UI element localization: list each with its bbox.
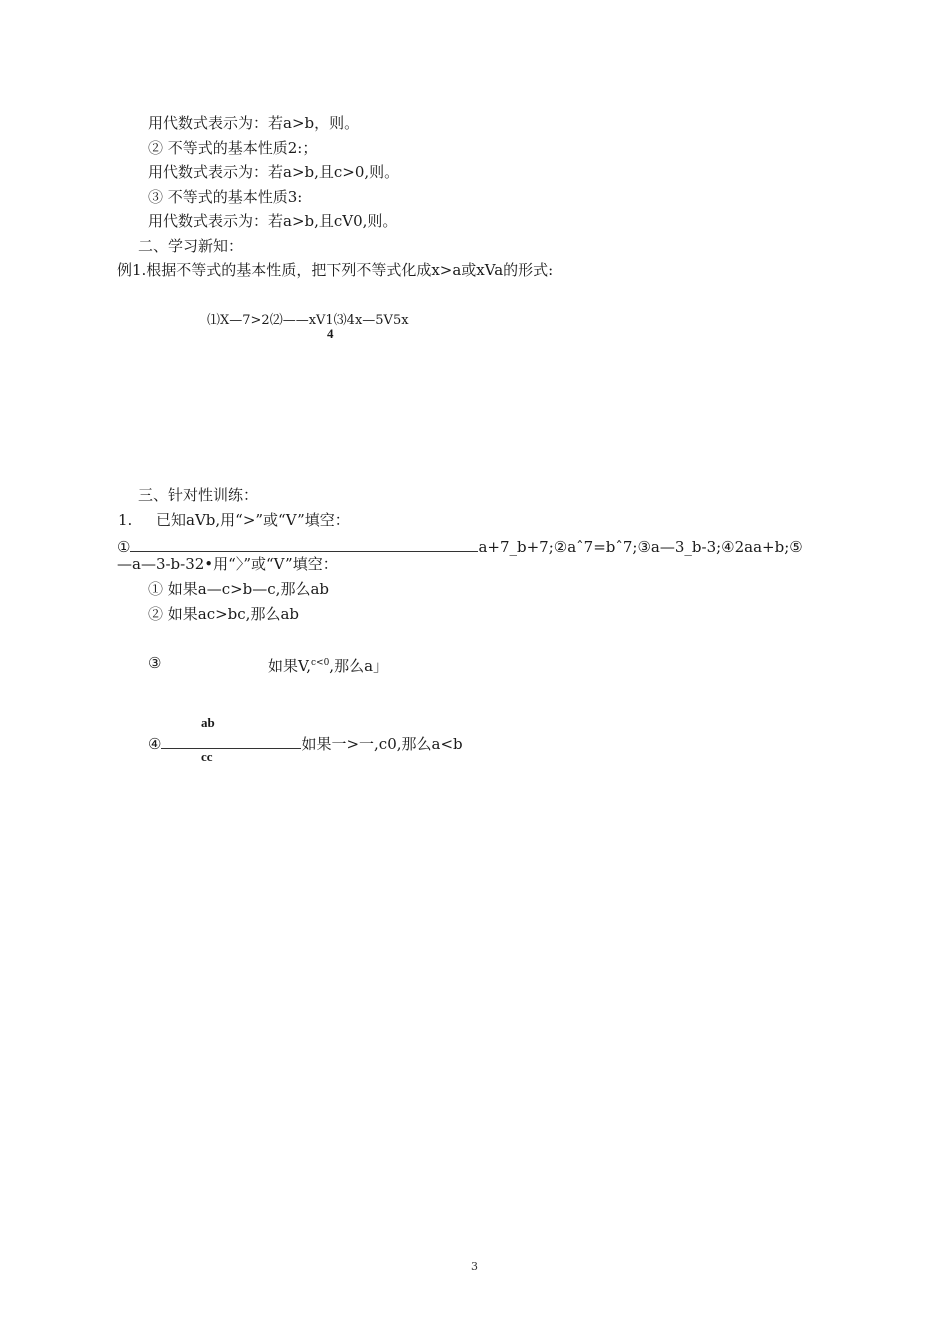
item-line (268, 653, 388, 676)
row-text: a+7_b+7;②aˆ7=bˆ7;③a—3_b-3;④2aa+b;⑤ (478, 538, 803, 556)
formula-line: ⑴X—7>2⑵——xV1⑶4x—5V5x (207, 313, 409, 328)
item-line: ② 如果ac>bc,那么ab (148, 605, 299, 623)
item-line: ① 如果a—c>b—c,那么ab (148, 580, 329, 598)
question-number: 1. (118, 511, 133, 529)
superscript: c<0 (310, 658, 330, 668)
item-line (148, 732, 463, 754)
question-text: 已知aVb,用“>”或“V”填空： (156, 511, 350, 529)
example-line: 例1.根据不等式的基本性质，把下列不等式化成x>a或xVa的形式: (117, 261, 554, 279)
text-line: —a—3-b-32•用“〉”或“V”填空： (117, 555, 338, 573)
item-number: ④ (148, 735, 162, 753)
row-marker: ① (117, 538, 131, 556)
text-line: 用代数式表示为：若a>b,且cV0,则。 (148, 212, 398, 230)
text-line: ③ 不等式的基本性质3: (148, 188, 303, 206)
text-line: 用代数式表示为：若a>b,且c>0,则。 (148, 163, 400, 181)
item-text: 如果V, (268, 657, 311, 675)
item-text: ,那么a」 (329, 657, 389, 675)
fraction-denominator: cc (201, 749, 213, 764)
text-line: ② 不等式的基本性质2:； (148, 139, 318, 157)
answer-blank[interactable] (161, 732, 301, 749)
text-line: 用代数式表示为：若a>b，则。 (148, 114, 360, 132)
page-number: 3 (471, 1260, 478, 1273)
fraction-numerator: ab (201, 715, 215, 730)
formula-denominator: 4 (327, 326, 334, 341)
section-heading: 三、针对性训练： (138, 486, 259, 504)
section-heading: 二、学习新知： (138, 237, 244, 255)
item-number: ③ (148, 654, 162, 672)
answer-blank[interactable] (130, 535, 478, 552)
item-text: 如果一>一,c0,那么a<b (301, 735, 463, 753)
